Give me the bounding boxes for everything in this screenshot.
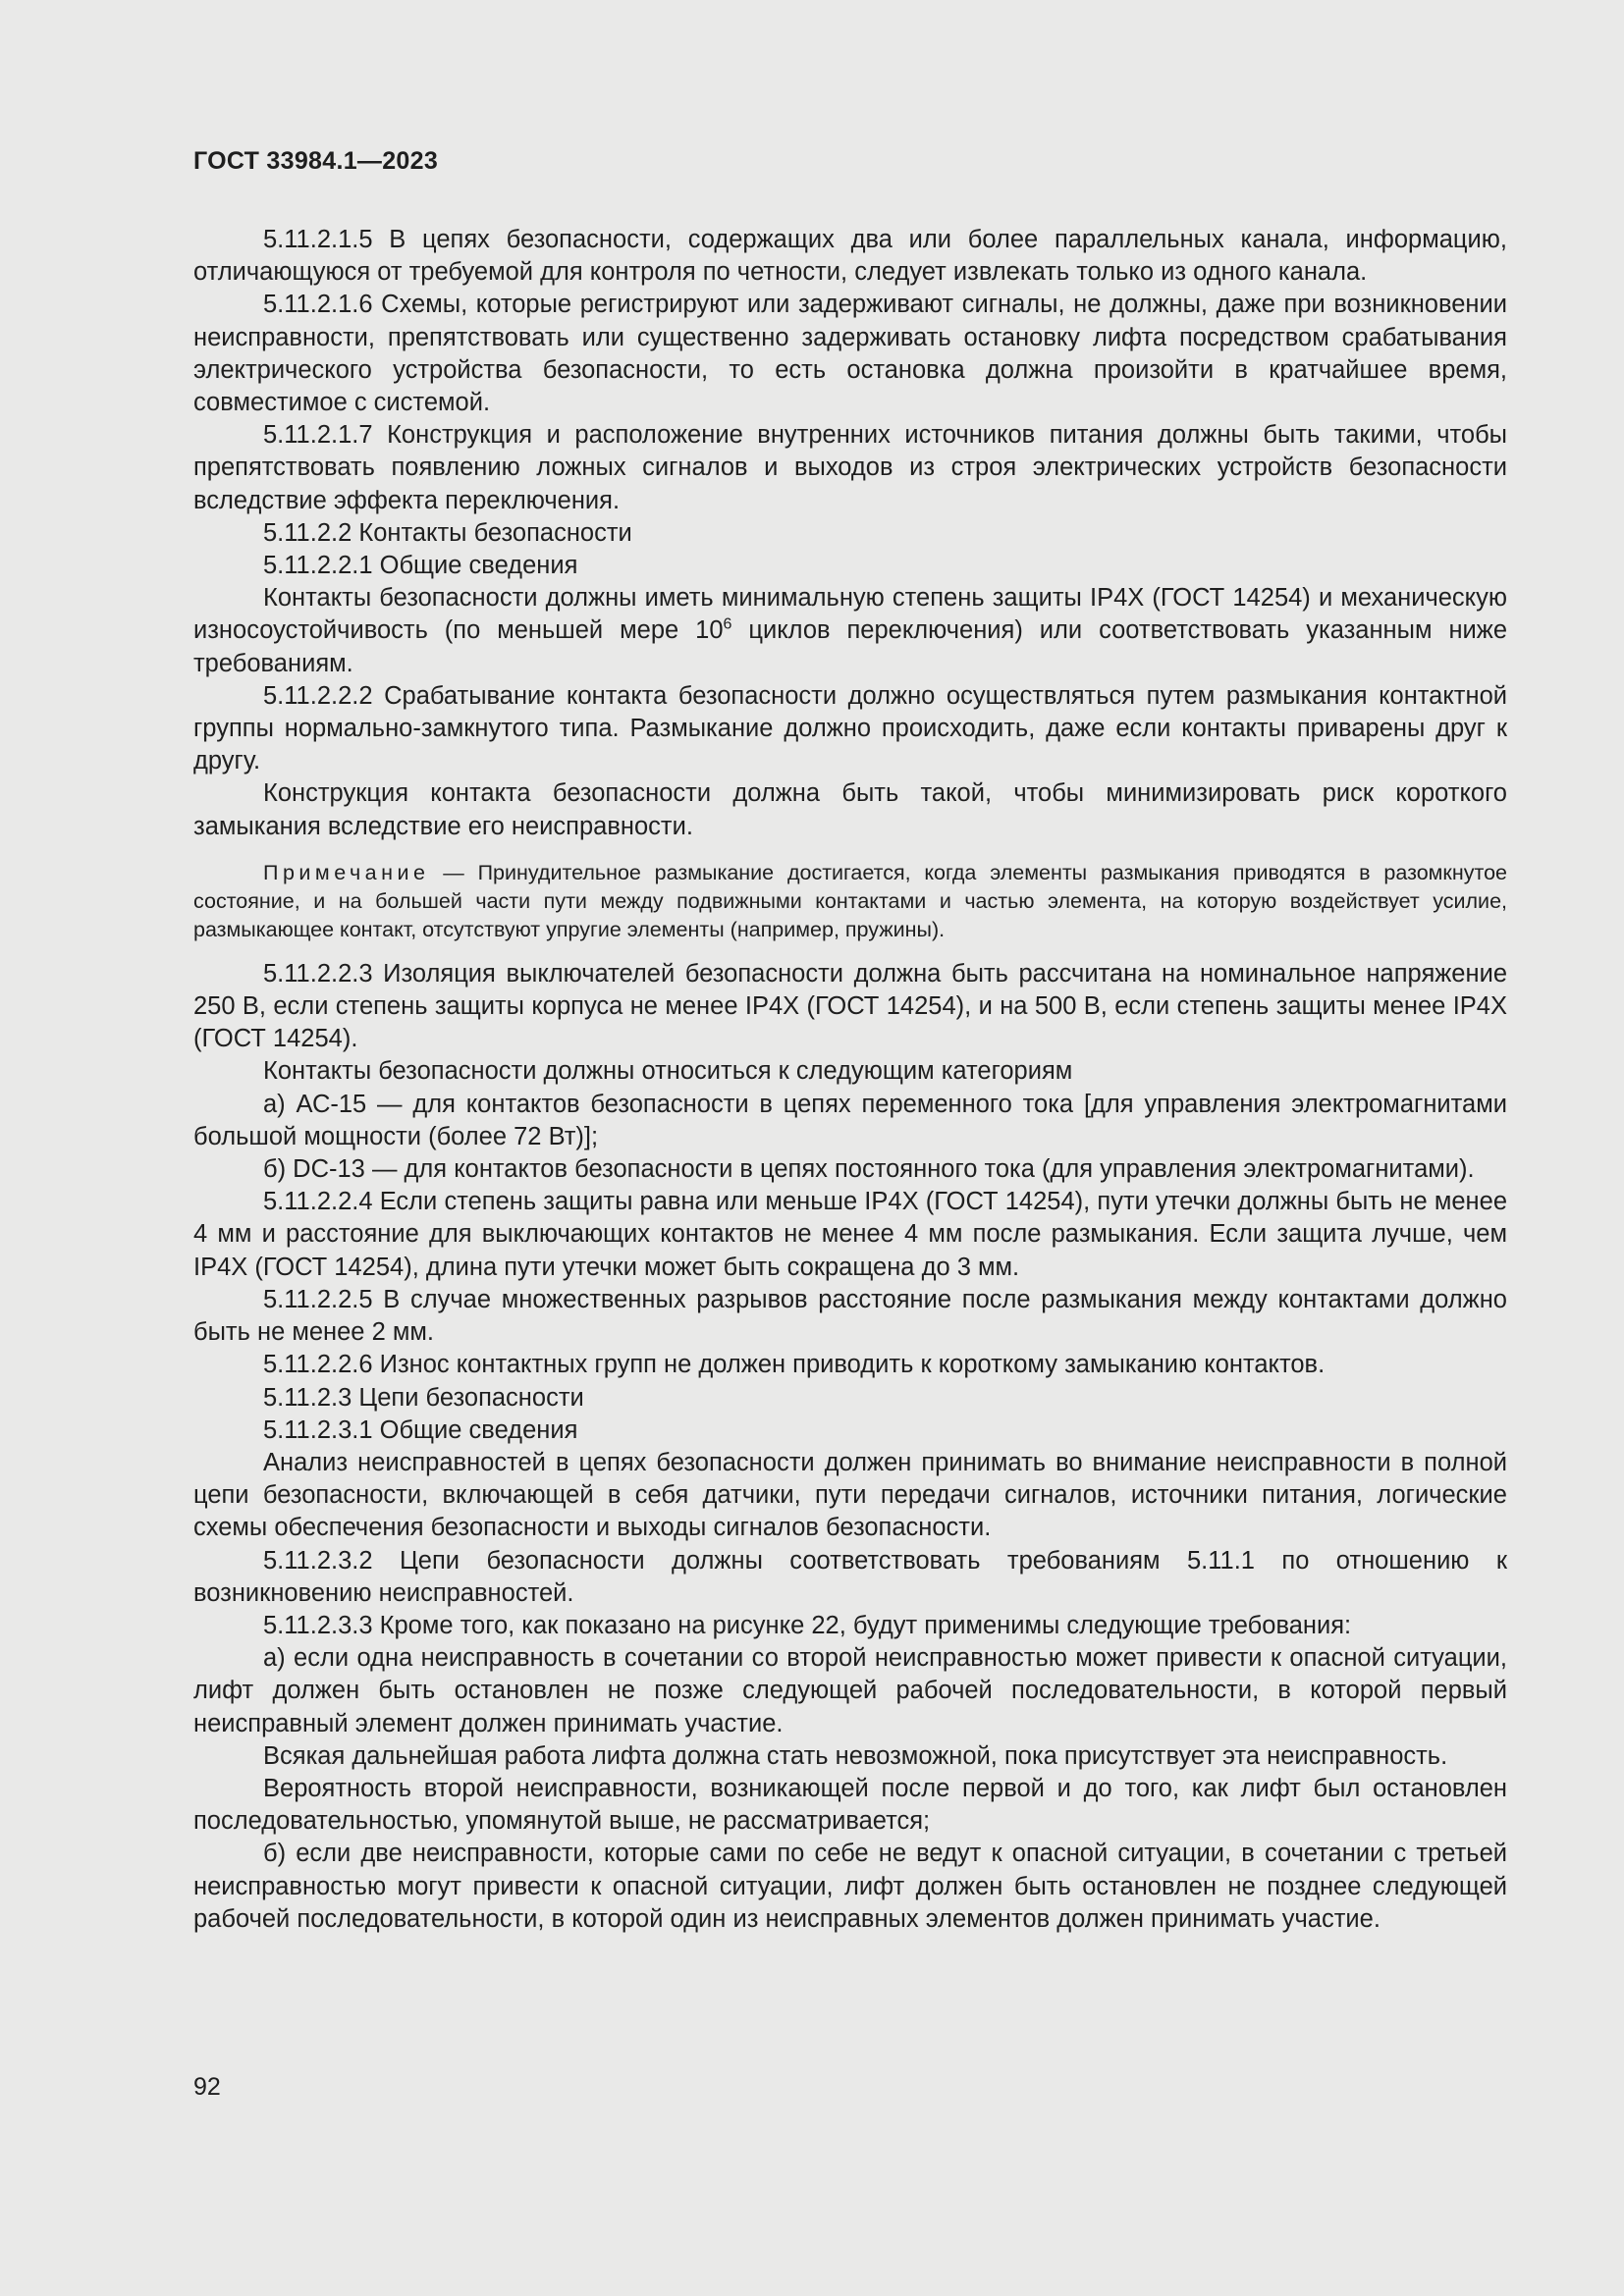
section-heading: 5.11.2.2.1 Общие сведения (263, 552, 578, 580)
text-segment: Контакты безопасности должны иметь минимальную степень защиты IP4X (ГОСТ 14254) и механическую износоустойчивость (по меньшей мере 10 (193, 584, 1507, 645)
paragraph: 5.11.2.2.5 В случае множественных разрывов расстояние после размыкания между контактами должно быть не менее 2 мм. (193, 1285, 1507, 1347)
paragraph: 5.11.2.1.6 Схемы, которые регистрируют или задерживают сигналы, не должны, даже при возникновении неисправности, препятствовать или существенно задерживать остановку лифта посредством срабатывания электрического устройства безопасности, то есть остановка должна произойти в кратчайшее время, совместимое с системой. (193, 291, 1507, 417)
superscript: 6 (723, 615, 732, 633)
paragraph: Всякая дальнейшая работа лифта должна стать невозможной, пока присутствует эта неисправность. (263, 1741, 1448, 1770)
paragraph-ip4x (193, 582, 1507, 680)
document-header: ГОСТ 33984.1—2023 (193, 147, 439, 175)
page-number: 92 (193, 2073, 221, 2101)
list-item: а) если одна неисправность в сочетании со второй неисправностью может привести к опасной ситуации, лифт должен быть остановлен не позже следующей рабочей последовательности, в которой первый неисправный элемент должен принимать участие. (193, 1644, 1507, 1737)
paragraph: 5.11.2.1.7 Конструкция и расположение внутренних источников питания должны быть такими, чтобы препятствовать появлению ложных сигналов и выходов из строя электрических устройств безопасности вследствие эффекта переключения. (193, 421, 1507, 514)
paragraph: 5.11.2.3.3 Кроме того, как показано на рисунке 22, будут применимы следующие требования: (263, 1611, 1352, 1639)
section-heading: 5.11.2.3 Цепи безопасности (263, 1383, 584, 1412)
note-text: Принудительное размыкание достигается, когда элементы размыкания приводятся в разомкнутое состояние, и на большей части пути между подвижными контактами и частью элемента, на которую воздействует усилие, размыкающее контакт, отсутствуют упругие элементы (например, пружины). (193, 860, 1507, 941)
list-item: б) если две неисправности, которые сами по себе не ведут к опасной ситуации, в сочетании с третьей неисправностью могут привести к опасной ситуации, лифт должен быть остановлен не позднее следующей рабочей последовательности, в которой один из неисправных элементов должен принимать участие. (193, 1840, 1507, 1933)
paragraph: Контакты безопасности должны относиться к следующим категориям (263, 1057, 1073, 1086)
paragraph: Анализ неисправностей в цепях безопасности должен принимать во внимание неисправности в полной цепи безопасности, включающей в себя датчики, пути передачи сигналов, источники питания, логические схемы обеспечения безопасности и выходы сигналов безопасности. (193, 1448, 1507, 1542)
paragraph: 5.11.2.3.2 Цепи безопасности должны соответствовать требованиям 5.11.1 по отношению к возникновению неисправностей. (193, 1546, 1507, 1607)
paragraph: 5.11.2.2.4 Если степень защиты равна или меньше IP4X (ГОСТ 14254), пути утечки должны быть не менее 4 мм и расстояние для выключающих контактов не менее 4 мм после размыкания. Если защита лучше, чем IP4X (ГОСТ 14254), длина пути утечки может быть сокращена до 3 мм. (193, 1188, 1507, 1281)
document-body (193, 224, 1507, 1936)
section-heading: 5.11.2.3.1 Общие сведения (263, 1415, 578, 1444)
section-heading: 5.11.2.2 Контакты безопасности (263, 518, 632, 547)
text-segment: циклов переключения) или соответствовать указанным ниже требованиям. (193, 616, 1508, 677)
list-item: б) DC-13 — для контактов безопасности в цепях постоянного тока (для управления электромагнитами). (263, 1155, 1475, 1184)
paragraph: Конструкция контакта безопасности должна быть такой, чтобы минимизировать риск короткого замыкания вследствие его неисправности. (193, 779, 1507, 840)
paragraph: 5.11.2.1.5 В цепях безопасности, содержащих два или более параллельных канала, информацию, отличающуюся от требуемой для контроля по четности, следует извлекать только из одного канала. (193, 226, 1507, 287)
note-dash: — (429, 860, 478, 884)
note (193, 859, 1507, 944)
list-item: а) АС-15 — для контактов безопасности в цепях переменного тока [для управления электромагнитами большой мощности (более 72 Вт)]; (193, 1090, 1507, 1150)
paragraph: 5.11.2.2.6 Износ контактных групп не должен приводить к короткому замыканию контактов. (263, 1351, 1326, 1379)
note-label: Примечание (263, 860, 430, 884)
paragraph: Вероятность второй неисправности, возникающей после первой и до того, как лифт был остановлен последовательностью, упомянутой выше, не рассматривается; (193, 1774, 1507, 1836)
paragraph: 5.11.2.2.2 Срабатывание контакта безопасности должно осуществляться путем размыкания контактной группы нормально-замкнутого типа. Размыкание должно происходить, даже если контакты приварены друг к другу. (193, 681, 1507, 775)
paragraph: 5.11.2.2.3 Изоляция выключателей безопасности должна быть рассчитана на номинальное напряжение 250 В, если степень защиты корпуса не менее IP4X (ГОСТ 14254), и на 500 В, если степень защиты менее IP4X (ГОСТ 14254). (193, 959, 1507, 1053)
